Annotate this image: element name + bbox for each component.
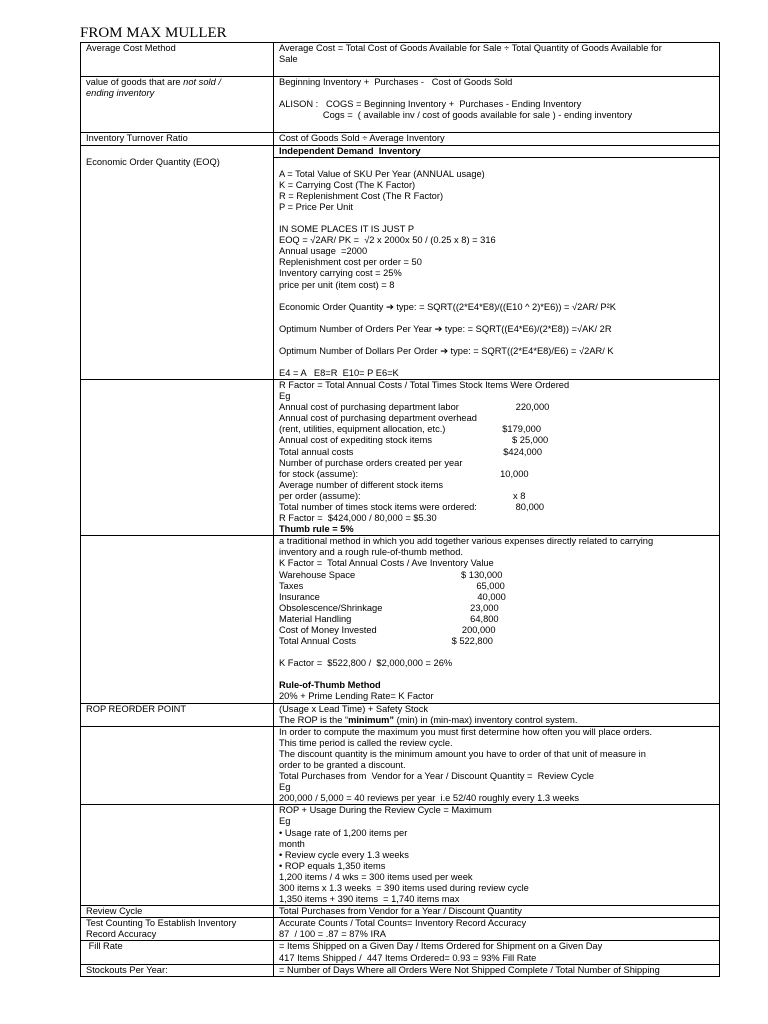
content-line: Taxes 65,000 <box>279 580 505 591</box>
content-line: Warehouse Space $ 130,000 <box>279 569 503 580</box>
content-line: Optimum Number of Dollars Per Order ➔ type: = SQRT((2*E4*E8)/E6) = √2AR/ K <box>279 345 614 356</box>
content-line: Total Purchases from Vendor for a Year / Discount Quantity <box>279 906 522 917</box>
row-content-cell <box>274 379 720 535</box>
table-row <box>81 918 720 941</box>
row-label: Average Cost Method <box>86 43 176 53</box>
row-content-cell <box>274 157 720 379</box>
content-line: Obsolescence/Shrinkage 23,000 <box>279 602 499 613</box>
content-line: Accurate Counts / Total Counts= Inventory Record Accuracy <box>279 918 527 929</box>
content-line: E4 = A E8=R E10= P E6=K <box>279 367 399 378</box>
content-line: Total Purchases from Vendor for a Year / Discount Quantity = Review Cycle <box>279 771 594 782</box>
row-content-cell <box>274 43 720 77</box>
table-row <box>81 133 720 145</box>
content-line: Replenishment cost per order = 50 <box>279 257 422 268</box>
rule-of-thumb-heading: Rule-of-Thumb Method <box>279 680 381 691</box>
table-row <box>81 726 720 805</box>
spacer <box>279 335 714 346</box>
table-row <box>81 536 720 703</box>
content-line: = Items Shipped on a Given Day / Items Ordered for Shipment on a Given Day <box>279 941 603 952</box>
content-line: In order to compute the maximum you must first determine how often you will place orders. <box>279 726 653 737</box>
text-part: The ROP is the “ <box>279 714 349 725</box>
content-line: K = Carrying Cost (The K Factor) <box>279 179 416 190</box>
row-label-cell <box>81 43 274 77</box>
spacer <box>279 313 714 324</box>
text-part: (min) in (min-max) inventory control system. <box>394 714 578 725</box>
spacer <box>279 647 714 658</box>
row-label-cell <box>81 964 274 976</box>
content-line: Eg <box>279 816 291 827</box>
content-line: for stock (assume): 10,000 <box>279 468 529 479</box>
table-row <box>81 43 720 77</box>
table-row <box>81 906 720 918</box>
content-line: 200,000 / 5,000 = 40 reviews per year i.e 52/40 roughly every 1.3 weeks <box>279 793 580 804</box>
spacer <box>279 291 714 302</box>
table-row <box>81 379 720 535</box>
spacer <box>279 65 714 76</box>
row-label: Fill Rate <box>86 941 123 952</box>
row-content-cell <box>274 906 720 918</box>
content-line: K Factor = $522,800 / $2,000,000 = 26% <box>279 658 453 669</box>
spacer <box>279 213 714 224</box>
content-line: Annual cost of purchasing department labor 220,000 <box>279 402 550 413</box>
spacer <box>279 88 714 99</box>
content-line: Beginning Inventory + Purchases - Cost of Goods Sold <box>279 77 513 88</box>
section-heading: Independent Demand Inventory <box>279 145 421 156</box>
row-label: ROP REORDER POINT <box>86 703 187 714</box>
row-label-cell <box>81 133 274 145</box>
content-line: Total annual costs $424,000 <box>279 446 543 457</box>
content-line: (rent, utilities, equipment allocation, etc.) $179,000 <box>279 424 541 435</box>
content-line: Insurance 40,000 <box>279 591 506 602</box>
spacer <box>279 158 714 169</box>
row-label: Test Counting To Establish Inventory Record Accuracy <box>86 918 237 940</box>
content-line: Total Annual Costs $ 522,800 <box>279 636 493 647</box>
table-body <box>81 43 720 977</box>
content-line: order to be granted a discount. <box>279 759 406 770</box>
table-row <box>81 964 720 976</box>
row-label-cell <box>81 906 274 918</box>
content-line: The discount quantity is the minimum amount you have to order of that unit of measure in <box>279 748 646 759</box>
row-content-cell <box>274 918 720 941</box>
spacer <box>279 357 714 368</box>
row-label: Economic Order Quantity (EOQ) <box>86 156 220 167</box>
row-label-cell <box>81 145 274 379</box>
row-label: Stockouts Per Year: <box>86 964 168 975</box>
content-line: Average number of different stock items <box>279 479 443 490</box>
content-line: Annual cost of purchasing department overhead <box>279 413 477 424</box>
content-line: IN SOME PLACES IT IS JUST P <box>279 224 415 235</box>
row-label-cell <box>81 918 274 941</box>
content-line: Eg <box>279 391 291 402</box>
content-line: This time period is called the review cycle. <box>279 737 453 748</box>
content-line: K Factor = Total Annual Costs / Ave Inventory Value <box>279 558 494 569</box>
content-line: Number of purchase orders created per year <box>279 457 463 468</box>
content-line: EOQ = √2AR/ PK = √2 x 2000x 50 / (0.25 x 8) = 316 <box>279 235 496 246</box>
content-line: 1,350 items + 390 items = 1,740 items max <box>279 894 460 905</box>
content-line: inventory and a rough rule-of-thumb method. <box>279 547 463 558</box>
content-line: • Usage rate of 1,200 items per <box>279 827 408 838</box>
content-line: per order (assume): x 8 <box>279 490 526 501</box>
content-line: Material Handling 64,800 <box>279 613 499 624</box>
spacer <box>279 669 714 680</box>
content-line: Inventory carrying cost = 25% <box>279 268 402 279</box>
content-line: month <box>279 838 305 849</box>
row-content-cell <box>274 805 720 906</box>
row-content-cell <box>274 964 720 976</box>
row-label-cell <box>81 726 274 805</box>
row-heading-cell <box>274 145 720 157</box>
row-content-cell <box>274 941 720 964</box>
row-label: Review Cycle <box>86 906 143 917</box>
content-line: (Usage x Lead Time) + Safety Stock <box>279 703 429 714</box>
content-line: 20% + Prime Lending Rate= K Factor <box>279 691 434 702</box>
row-content-cell <box>274 703 720 726</box>
row-label-cell <box>81 703 274 726</box>
row-label-cell <box>81 941 274 964</box>
content-line: A = Total Value of SKU Per Year (ANNUAL usage) <box>279 168 485 179</box>
thumb-rule: Thumb rule = 5% <box>279 524 354 535</box>
table-row <box>81 703 720 726</box>
row-content-cell <box>274 77 720 133</box>
content-line: a traditional method in which you add together various expenses directly related to carrying <box>279 536 654 547</box>
table-row <box>81 77 720 133</box>
row-label-cell <box>81 805 274 906</box>
content-line: Total number of times stock items were ordered: 80,000 <box>279 502 545 512</box>
row-content-cell <box>274 133 720 145</box>
content-line: Eg <box>279 782 291 793</box>
content-line: price per unit (item cost) = 8 <box>279 279 395 290</box>
content-line: Optimum Number of Orders Per Year ➔ type: = SQRT((E4*E6)/(2*E8)) =√AK/ 2R <box>279 323 612 334</box>
content-line: ROP + Usage During the Review Cycle = Maximum <box>279 805 492 816</box>
content-line: Sale <box>279 54 298 65</box>
content-line: P = Price Per Unit <box>279 201 353 212</box>
table-row <box>81 805 720 906</box>
content-line <box>279 715 714 726</box>
row-label: ending inventory <box>86 88 155 99</box>
label-part-italic: not sold / <box>183 77 221 88</box>
spacer <box>279 121 714 132</box>
row-label-cell <box>81 77 274 133</box>
table-row <box>81 941 720 964</box>
content-line: ALISON : COGS = Beginning Inventory + Purchases - Ending Inventory <box>279 99 582 110</box>
content-line: • Review cycle every 1.3 weeks <box>279 849 409 860</box>
label-part: value of goods that are <box>86 77 184 88</box>
content-line: Economic Order Quantity ➔ type: = SQRT((2*E4*E8)/((E10 ^ 2)*E6)) = √2AR/ P²K <box>279 301 616 312</box>
row-content-cell <box>274 536 720 703</box>
document-title: FROM MAX MULLER <box>80 25 227 41</box>
row-label-cell <box>81 379 274 535</box>
table-row <box>81 145 720 157</box>
formula-table <box>80 42 720 977</box>
content-line: R Factor = Total Annual Costs / Total Times Stock Items Were Ordered <box>279 379 570 390</box>
content-line: 1,200 items / 4 wks = 300 items used per week <box>279 871 473 882</box>
row-label <box>86 77 268 88</box>
content-line: • ROP equals 1,350 items <box>279 860 386 871</box>
content-line: Annual usage =2000 <box>279 246 368 257</box>
text-part-bold: minimum” <box>348 714 395 725</box>
content-line: 300 items x 1.3 weeks = 390 items used during review cycle <box>279 883 529 893</box>
content-line: Average Cost = Total Cost of Goods Available for Sale ÷ Total Quantity of Goods Available for <box>279 43 662 53</box>
content-line: Annual cost of expediting stock items $ 25,000 <box>279 435 549 446</box>
row-content-cell <box>274 726 720 805</box>
row-label: Inventory Turnover Ratio <box>86 133 188 144</box>
content-line: = Number of Days Where all Orders Were Not Shipped Complete / Total Number of Shipping <box>279 964 660 975</box>
content-line: Cogs = ( available inv / cost of goods available for sale ) - ending inventory <box>279 110 633 121</box>
content-line: Cost of Money Invested 200,000 <box>279 625 496 636</box>
content-line: R Factor = $424,000 / 80,000 = $5.30 <box>279 513 437 524</box>
content-line: 87 / 100 = .87 = 87% IRA <box>279 929 386 940</box>
row-label-cell <box>81 536 274 703</box>
content-line: Cost of Goods Sold ÷ Average Inventory <box>279 133 445 144</box>
content-line: 417 Items Shipped / 447 Items Ordered= 0.93 = 93% Fill Rate <box>279 952 537 963</box>
content-line: R = Replenishment Cost (The R Factor) <box>279 190 444 201</box>
